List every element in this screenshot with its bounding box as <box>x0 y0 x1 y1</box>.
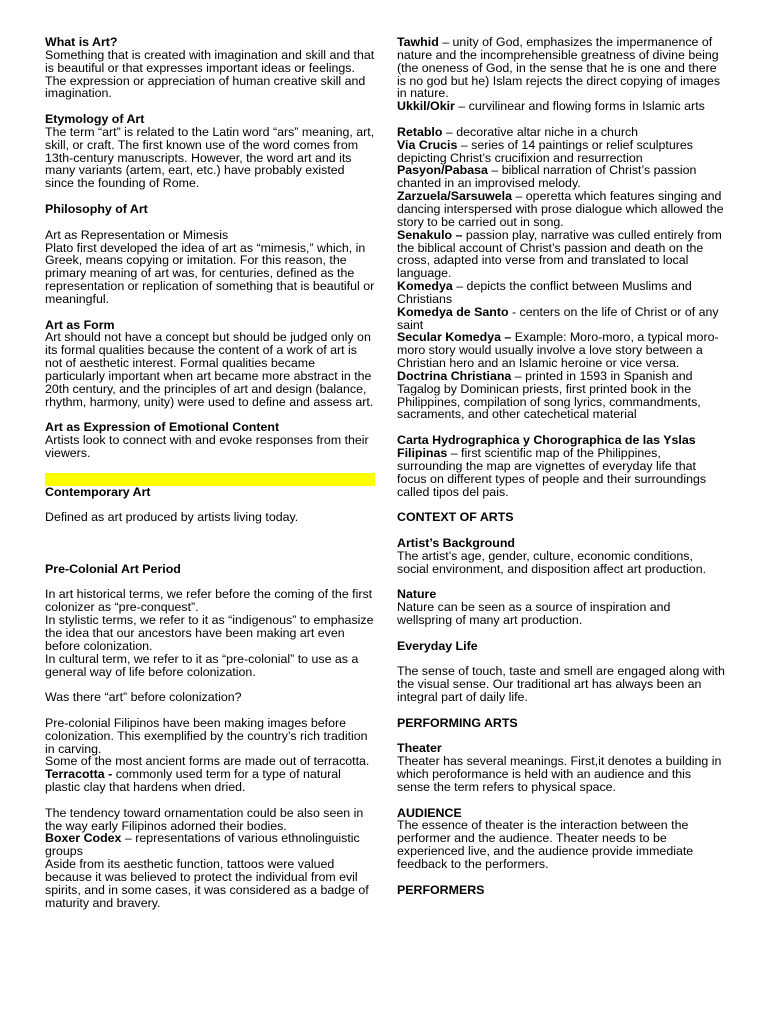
paragraph-text: – depicts the conflict between Muslims and Christians <box>397 279 692 306</box>
paragraph-text: – unity of God, emphasizes the impermanence of nature and the incomprehensible greatness of divine being (the oneness of God, in the sense that he is one and there is no god but he) Islam rejects the direct copying of images in nature. <box>397 35 721 101</box>
term-definition-zarzuela-sarsuwela <box>397 190 727 229</box>
term-label: Doctrina Christiana <box>397 368 512 383</box>
paragraph-spacer <box>45 537 375 550</box>
paragraph-text: Something that is created with imagination and skill and that is beautiful or that expresses important ideas or feelings. <box>45 47 375 75</box>
paragraph-text: – operetta which features singing and dancing interspersed with prose dialogue which allowed the story to be carried out in song. <box>397 189 724 229</box>
paragraph-text: – series of 14 paintings or relief sculptures depicting Christ’s crucifixion and resurrection <box>397 137 693 165</box>
paragraph-text: - centers on the life of Christ or of any saint <box>397 304 719 332</box>
paragraph-text: Was there “art” before colonization? <box>45 690 242 705</box>
paragraph-spacer <box>397 730 727 743</box>
paragraph-text: The term “art” is related to the Latin word “ars” meaning, art, skill, or craft. The first known use of the word comes from 13th-century manuscripts. However, the word art and its many variants (artem, eart, etc.) have probably existed since the founding of Rome. <box>45 124 375 191</box>
body-paragraph <box>397 665 727 704</box>
paragraph-text: Art as Representation or Mimesis <box>45 227 229 242</box>
heading-text: Etymology of Art <box>45 112 145 127</box>
term-label: Secular Komedya – <box>397 330 515 345</box>
paragraph-text: Nature can be seen as a source of inspiration and wellspring of many art production. <box>397 600 671 627</box>
term-definition-pasyon-pabasa <box>397 164 727 190</box>
heading-text: Philosophy of Art <box>45 201 148 216</box>
paragraph-text: The artist’s age, gender, culture, economic conditions, social environment, and disposition affect art production. <box>397 548 707 576</box>
term-label: Komedya de Santo <box>397 304 509 319</box>
section-heading-everyday-life <box>397 640 727 653</box>
paragraph-text: Pre-colonial Filipinos have been making images before colonization. This exemplified by the country’s rich tradition in carving. <box>45 715 368 756</box>
paragraph-spacer <box>45 460 375 473</box>
heading-text: Artist’s Background <box>397 535 515 550</box>
body-paragraph <box>397 601 727 627</box>
body-paragraph <box>45 331 375 408</box>
body-paragraph <box>45 614 375 653</box>
term-definition-komedya <box>397 280 727 306</box>
paragraph-text: In art historical terms, we refer before the coming of the first colonizer as “pre-conquest”. <box>45 587 373 615</box>
body-paragraph <box>45 434 375 460</box>
term-definition-ukkil-okir <box>397 100 727 113</box>
section-heading-performing-arts <box>397 717 727 730</box>
heading-text: Theater <box>397 741 442 756</box>
paragraph-spacer <box>397 575 727 588</box>
body-paragraph <box>45 511 375 524</box>
paragraph-text: In stylistic terms, we refer to it as “indigenous” to emphasize the idea that our ancestors have been making art even before colonization. <box>45 613 374 653</box>
heading-text: Everyday Life <box>397 638 478 653</box>
body-paragraph <box>45 807 375 833</box>
left-column <box>45 36 375 910</box>
heading-text: Nature <box>397 587 437 602</box>
paragraph-text: Artists look to connect with and evoke responses from their viewers. <box>45 433 369 460</box>
heading-text: Art as Expression of Emotional Content <box>45 420 280 435</box>
heading-text: PERFORMING ARTS <box>397 715 518 730</box>
body-paragraph <box>45 691 375 704</box>
paragraph-text: In cultural term, we refer to it as “pre-colonial” to use as a general way of life before colonization. <box>45 651 359 679</box>
paragraph-text: The tendency toward ornamentation could be also seen in the way early Filipinos adorned their bodies. <box>45 805 364 833</box>
term-label: Tawhid <box>397 35 439 49</box>
body-paragraph <box>45 858 375 909</box>
section-heading-philosophy-of-art <box>45 203 375 216</box>
term-label: Zarzuela/Sarsuwela <box>397 189 513 204</box>
heading-text: Contemporary Art <box>45 484 151 499</box>
paragraph-text: Defined as art produced by artists living today. <box>45 510 299 525</box>
paragraph-text: Plato first developed the idea of art as “mimesis,” which, in Greek, means copying or imitation. For this reason, the primary meaning of art was, for centuries, defined as the representation or replication of something that is beautiful or meaningful. <box>45 240 375 306</box>
paragraph-text: – curvilinear and flowing forms in Islamic arts <box>454 99 705 114</box>
term-label: Retablo <box>397 124 443 139</box>
paragraph-text: – first scientific map of the Philippines, surrounding the map are vignettes of everyday life that focus on different types of people and their surroundings called tipos del pais. <box>397 446 707 499</box>
body-paragraph <box>45 49 375 75</box>
body-paragraph <box>45 653 375 679</box>
heading-text: What is Art? <box>45 35 118 49</box>
section-heading-pre-colonial-art-period <box>45 563 375 576</box>
body-paragraph <box>397 755 727 794</box>
term-definition-boxer-codex <box>45 832 375 858</box>
body-paragraph <box>45 588 375 614</box>
paragraph-text: Example: Moro-moro, a typical moro-moro story would usually involve a love story between a Christian hero and an Islamic heroine or vice versa. <box>397 330 719 371</box>
term-label: Pasyon/Pabasa <box>397 163 488 178</box>
heading-text: AUDIENCE <box>397 805 462 820</box>
heading-text: Pre-Colonial Art Period <box>45 561 181 576</box>
section-heading-performers <box>397 884 727 897</box>
paragraph-spacer <box>45 524 375 537</box>
paragraph-text: commonly used term for a type of natural plastic clay that hardens when dried. <box>45 767 341 795</box>
body-paragraph <box>397 550 727 576</box>
term-label: Boxer Codex <box>45 831 122 846</box>
heading-text: CONTEXT OF ARTS <box>397 510 514 525</box>
body-paragraph <box>45 242 375 306</box>
term-definition-senakulo <box>397 229 727 280</box>
paragraph-text: – decorative altar niche in a church <box>442 124 639 139</box>
term-label: Terracotta - <box>45 767 116 782</box>
paragraph-text: Aside from its aesthetic function, tattoos were valued because it was believed to protect the individual from evil spirits, and in some cases, it was considered as a badge of maturity and bravery. <box>45 857 369 910</box>
right-column <box>397 36 727 897</box>
paragraph-text: passion play, narrative was culled entirely from the biblical account of Christ’s passion and death on the cross, adapted into verse from and translated to local language. <box>397 227 722 281</box>
term-definition-komedya-de-santo <box>397 306 727 332</box>
heading-text: Art as Form <box>45 317 115 332</box>
body-paragraph <box>45 75 375 101</box>
paragraph-text: Art should not have a concept but should be judged only on its formal qualities because the content of a work of art is not of aesthetic interest. Formal qualities became particularly important when art became more abstract in the 20th century, and the principles of art and design (balance, rhythm, harmony, unity) were used to define and assess art. <box>45 330 374 409</box>
term-definition-doctrina-christiana <box>397 370 727 421</box>
body-paragraph <box>45 126 375 190</box>
term-definition-tawhid <box>397 36 727 100</box>
paragraph-text: The sense of touch, taste and smell are engaged along with the visual sense. Our traditional art has always been an integral part of daily life. <box>397 664 725 705</box>
section-heading-context-of-arts <box>397 511 727 524</box>
term-definition-carta-hydrographica-y-chorographica-de-l <box>397 434 727 498</box>
section-heading-contemporary-art <box>45 486 375 499</box>
term-definition-secular-komedya <box>397 331 727 370</box>
term-label: Carta Hydrographica y Chorographica de las Yslas Filipinas <box>397 433 696 460</box>
body-paragraph <box>397 819 727 870</box>
paragraph-text: – printed in 1593 in Spanish and Tagalog by Dominican priests, first printed book in the Philippines, compilation of song lyrics, commandments, sacraments, and other catechetical material <box>397 368 701 422</box>
term-definition-via-crucis <box>397 139 727 165</box>
paragraph-text: – representations of various ethnolinguistic groups <box>45 831 360 859</box>
body-paragraph <box>45 717 375 756</box>
paragraph-text: – biblical narration of Christ’s passion chanted in an improvised melody. <box>397 163 697 191</box>
term-definition-terracotta <box>45 768 375 794</box>
paragraph-text: Theater has several meanings. First,it denotes a building in which peroformance is held with an audience and this sense the term refers to physical space. <box>397 754 722 794</box>
paragraph-text: The essence of theater is the interaction between the performer and the audience. Theater needs to be experienced live, and the audience provide immediate feedback to the performers. <box>397 818 694 871</box>
term-label: Via Crucis <box>397 137 458 152</box>
paragraph-text: Some of the most ancient forms are made out of terracotta. <box>45 754 370 769</box>
term-label: Ukkil/Okir <box>397 99 455 114</box>
term-label: Komedya <box>397 279 453 294</box>
paragraph-text: The expression or appreciation of human creative skill and imagination. <box>45 73 366 101</box>
heading-text: PERFORMERS <box>397 882 485 897</box>
term-label: Senakulo – <box>397 227 466 242</box>
